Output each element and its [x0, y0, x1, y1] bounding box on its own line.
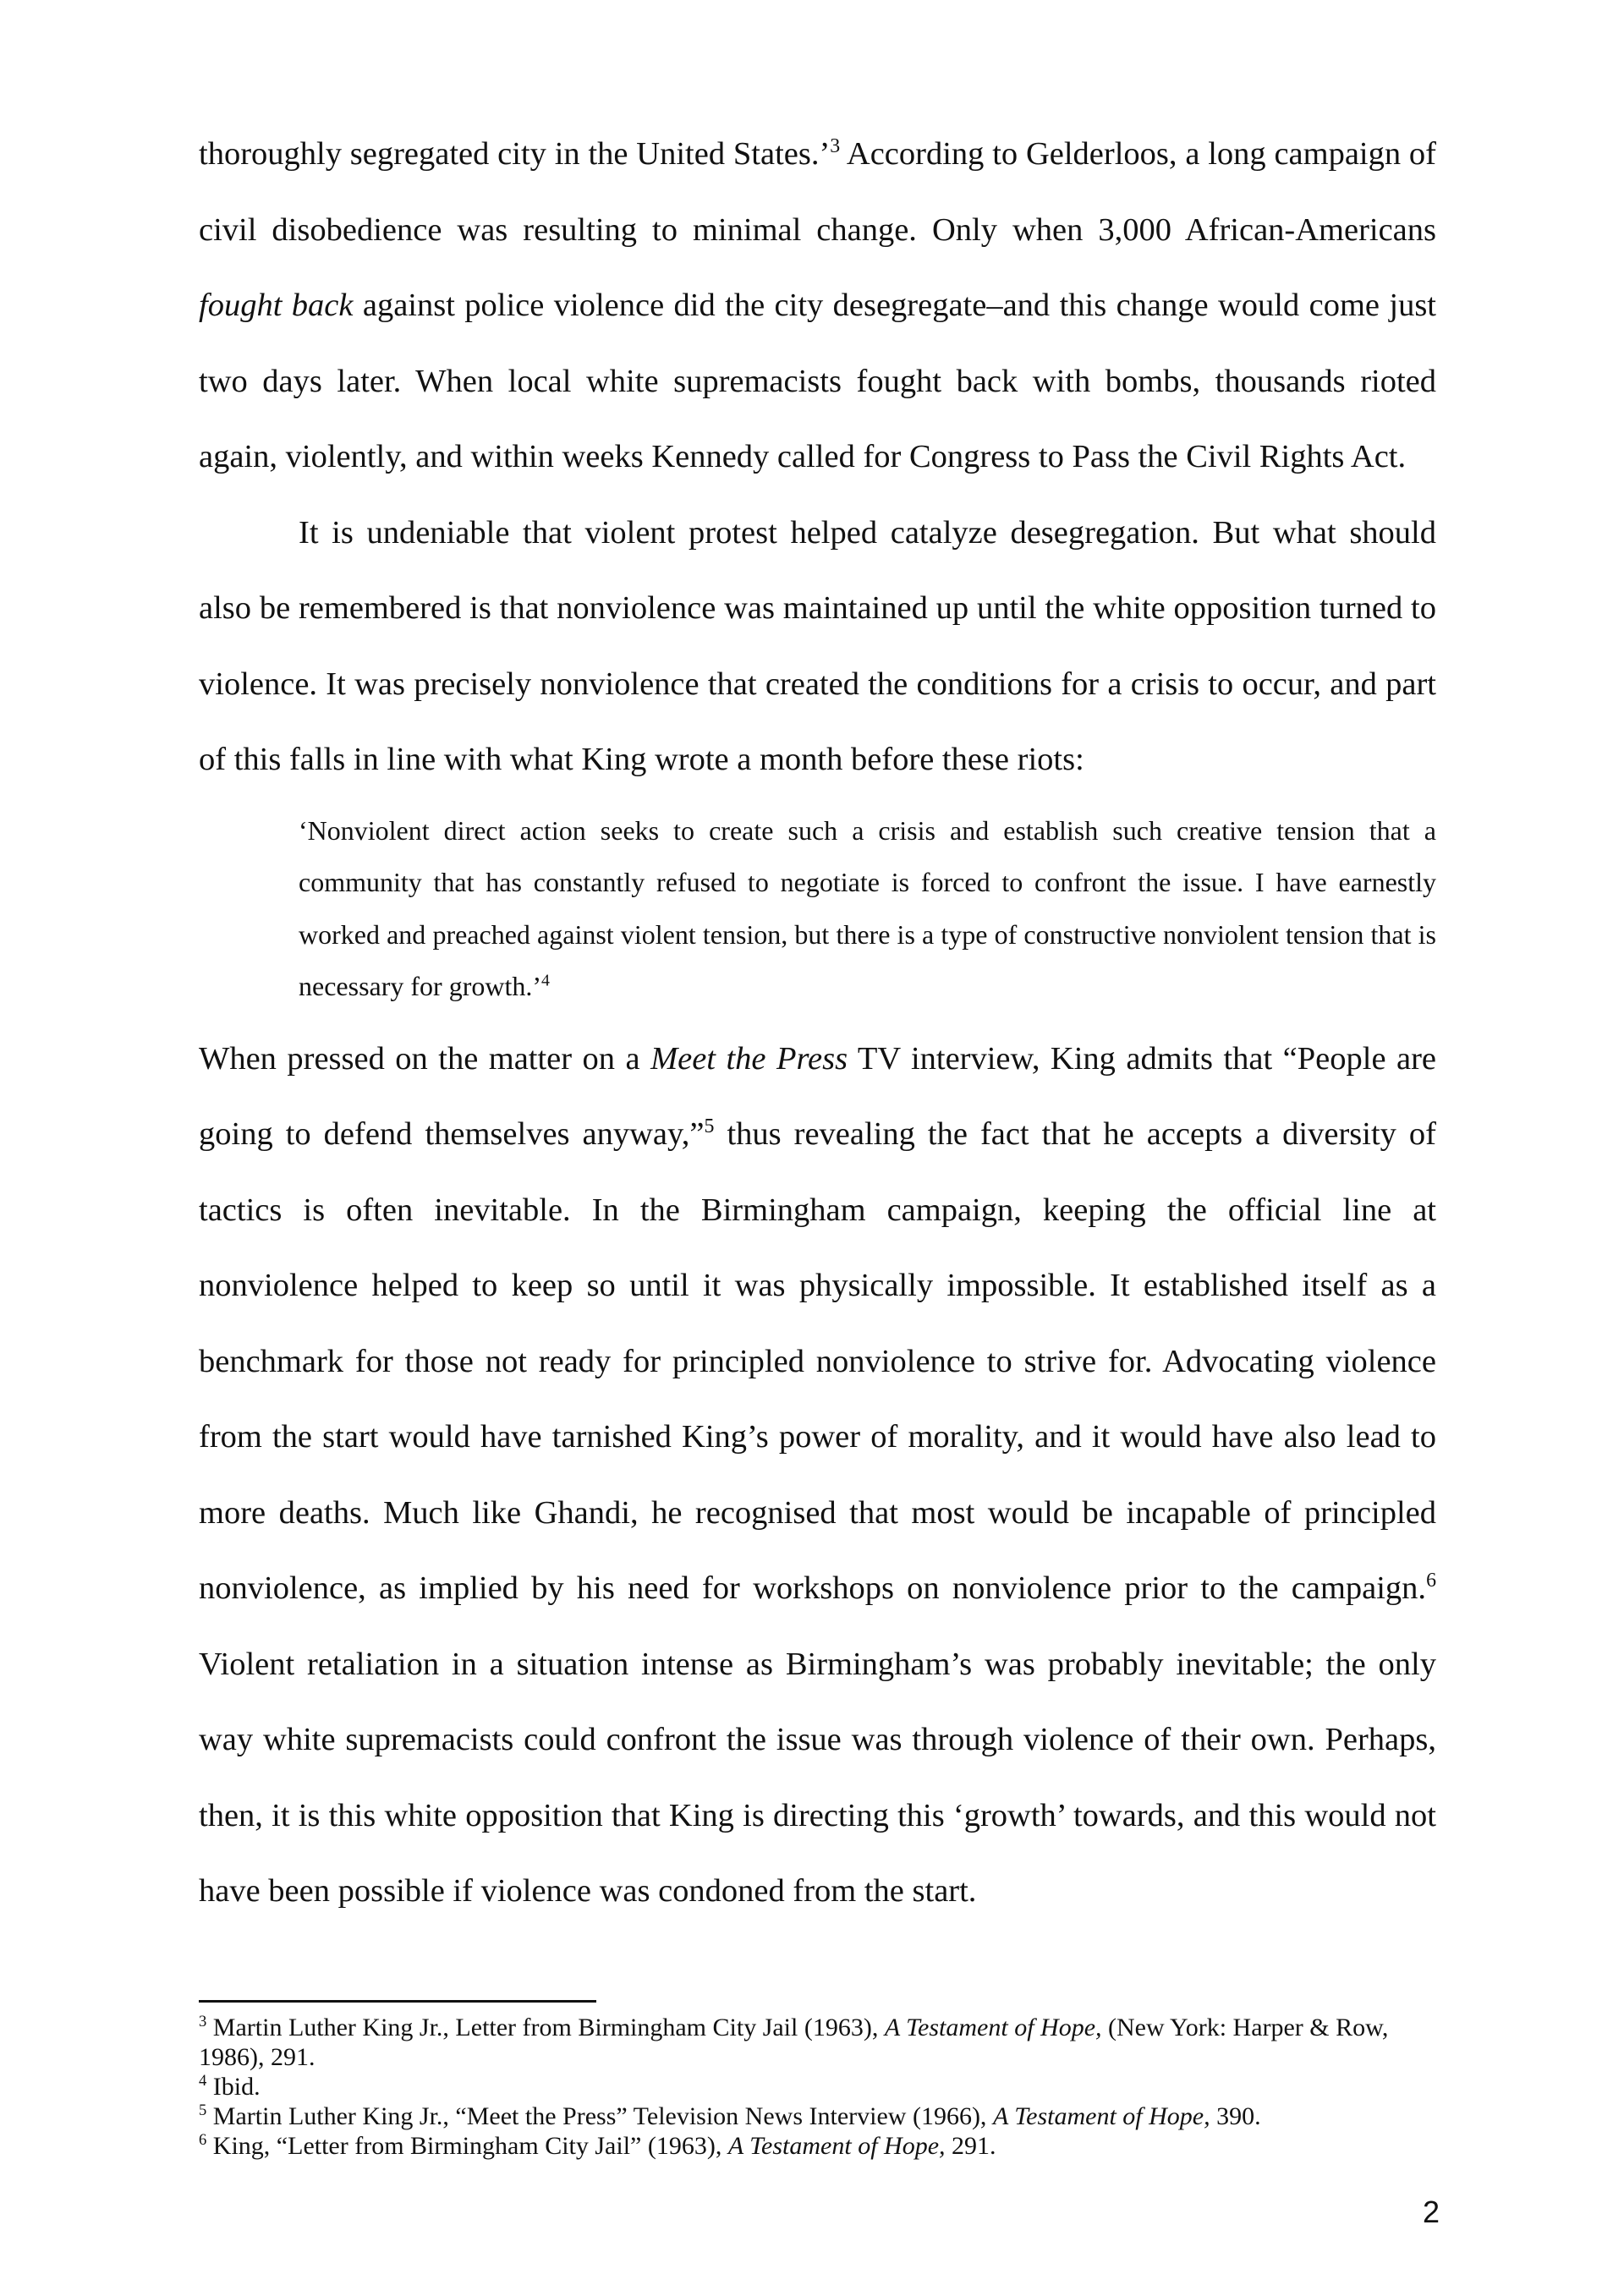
page-number: 2	[1422, 2195, 1440, 2229]
footnote-ref-5: 5	[704, 1115, 715, 1138]
paragraph-1: thoroughly segregated city in the United States.’$^3$ According to Gelderloos, a long campaign of civil disobedience was resulting to minimal change. Only when 3,000 African-Americans fought back against police violence did the city desegregate–and this change would come just two days later. When local white supremacists fought back with bombs, thousands rioted again, violently, and within weeks Kennedy called for Congress to Pass the Civil Rights Act.	[199, 135, 1436, 474]
emphasis-fought-back: fought back	[199, 288, 354, 323]
paragraph-3: When pressed on the matter on a Meet the Press TV interview, King admits that “People are going to defend themselves anyway,”$^5$ thus revealing the fact that he accepts a diversity of tactics is often inevitable. In the Birmingham campaign, keeping the official line at nonviolence helped to keep so until it was physically impossible. It established itself as a benchmark for those not ready for principled nonviolence to strive for. Advocating violence from the start would have tarnished King’s power of morality, and it would have also lead to more deaths. Much like Ghandi, he recognised that most would be incapable of principled nonviolence, as implied by his need for workshops on nonviolence prior to the campaign.$^6$ Violent retaliation in a situation intense as Birmingham’s was probably inevitable; the only way white supremacists could confront the issue was through violence of their own. Perhaps, then, it is this white opposition that King is directing this ‘growth’ towards, and this would not have been possible if violence was condoned from the start.	[199, 1040, 1436, 1909]
block-quote	[199, 805, 1436, 1013]
footnote-5: $^5$ Martin Luther King Jr., “Meet the Press” Television News Interview (1966), A Testament of Hope, 390.	[199, 2101, 1261, 2130]
footnote-ref-4: 4	[541, 971, 550, 990]
footnotes	[199, 2013, 1436, 2161]
footnote-3: $^3$ Martin Luther King Jr., Letter from Birmingham City Jail (1963), A Testament of Hope, (New York: Harper & Row, 1986), 291.	[199, 2013, 1389, 2071]
footnote-ref-3: 3	[830, 135, 841, 158]
paragraph-2: It is undeniable that violent protest helped catalyze desegregation. But what should also be remembered is that nonviolence was maintained up until the white opposition turned to violence. It was precisely nonviolence that created the conditions for a crisis to occur, and part of this falls in line with what King wrote a month before these riots:	[199, 514, 1436, 777]
footnote-ref-6: 6	[1426, 1570, 1436, 1592]
quote-text: ‘Nonviolent direct action seeks to create such a crisis and establish such creative tension that a community that has constantly refused to negotiate is forced to confront the issue. I have earnestly worked and preached against violent tension, but there is a type of constructive nonviolent tension that is necessary for growth.’$^4$	[299, 814, 1436, 1001]
emphasis-meet-the-press: Meet the Press	[650, 1040, 848, 1077]
footnote-4: $^4$ Ibid.	[199, 2072, 261, 2101]
body-text	[199, 117, 1436, 1930]
footnote-6: $^6$ King, “Letter from Birmingham City Jail” (1963), A Testament of Hope, 291.	[199, 2131, 996, 2160]
footnote-separator	[199, 2000, 596, 2003]
